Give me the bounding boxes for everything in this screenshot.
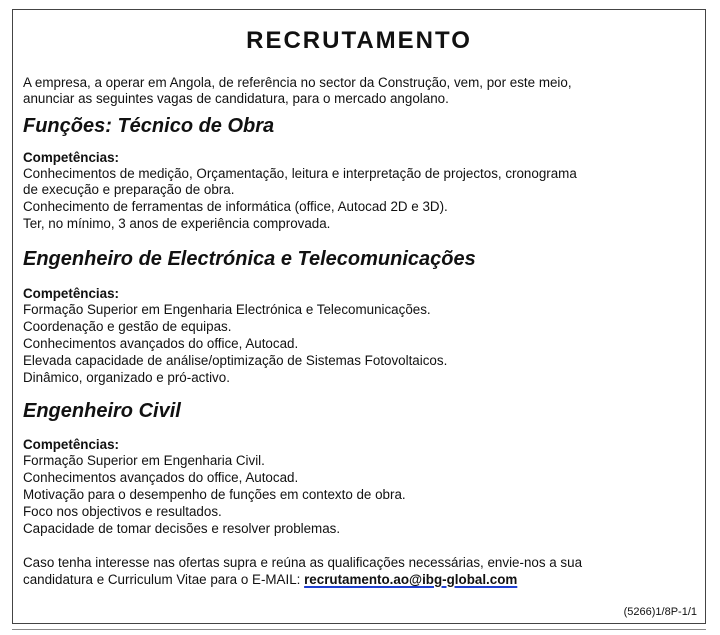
closing-line-2 <box>23 572 517 588</box>
intro-line-1: A empresa, a operar em Angola, de referência no sector da Construção, vem, por este meio, <box>23 75 572 90</box>
competencia-line: Capacidade de tomar decisões e resolver problemas. <box>23 521 341 536</box>
closing-line-2-text: candidatura e Curriculum Vitae para o E-MAIL: <box>23 572 305 587</box>
section-heading-tecnico-obra: Funções: Técnico de Obra <box>23 115 275 137</box>
ad-frame <box>12 9 706 624</box>
competencia-line: Coordenação e gestão de equipas. <box>23 319 232 334</box>
competencia-line: Ter, no mínimo, 3 anos de experiência comprovada. <box>23 216 331 231</box>
competencia-line: Conhecimentos avançados do office, Autocad. <box>23 336 299 351</box>
competencia-line: Conhecimentos avançados do office, Autocad. <box>23 470 299 485</box>
competencia-line: de execução e preparação de obra. <box>23 182 235 197</box>
intro-line-2: anunciar as seguintes vagas de candidatura, para o mercado angolano. <box>23 91 449 106</box>
competencia-line: Motivação para o desempenho de funções em contexto de obra. <box>23 487 406 502</box>
competencia-line: Formação Superior em Engenharia Civil. <box>23 453 265 468</box>
competencias-label: Competências: <box>23 150 119 165</box>
competencia-line: Elevada capacidade de análise/optimização de Sistemas Fotovoltaicos. <box>23 353 448 368</box>
reference-code: (5266)1/8P-1/1 <box>623 606 697 618</box>
closing-line-1: Caso tenha interesse nas ofertas supra e reúna as qualificações necessárias, envie-nos a sua <box>23 555 583 570</box>
competencia-line: Conhecimentos de medição, Orçamentação, leitura e interpretação de projectos, cronograma <box>23 166 577 181</box>
email-link[interactable]: recrutamento.ao@ibg-global.com <box>304 572 518 587</box>
competencia-line: Foco nos objectivos e resultados. <box>23 504 222 519</box>
section-heading-eng-civil: Engenheiro Civil <box>23 400 181 422</box>
competencias-label: Competências: <box>23 286 119 301</box>
section-heading-eng-electronica: Engenheiro de Electrónica e Telecomunicações <box>23 248 476 270</box>
ad-title: RECRUTAMENTO <box>246 27 472 54</box>
competencia-line: Conhecimento de ferramentas de informática (office, Autocad 2D e 3D). <box>23 199 448 214</box>
bottom-divider <box>12 629 706 630</box>
competencia-line: Dinâmico, organizado e pró-activo. <box>23 370 230 385</box>
competencia-line: Formação Superior em Engenharia Electrónica e Telecomunicações. <box>23 302 431 317</box>
competencias-label: Competências: <box>23 437 119 452</box>
